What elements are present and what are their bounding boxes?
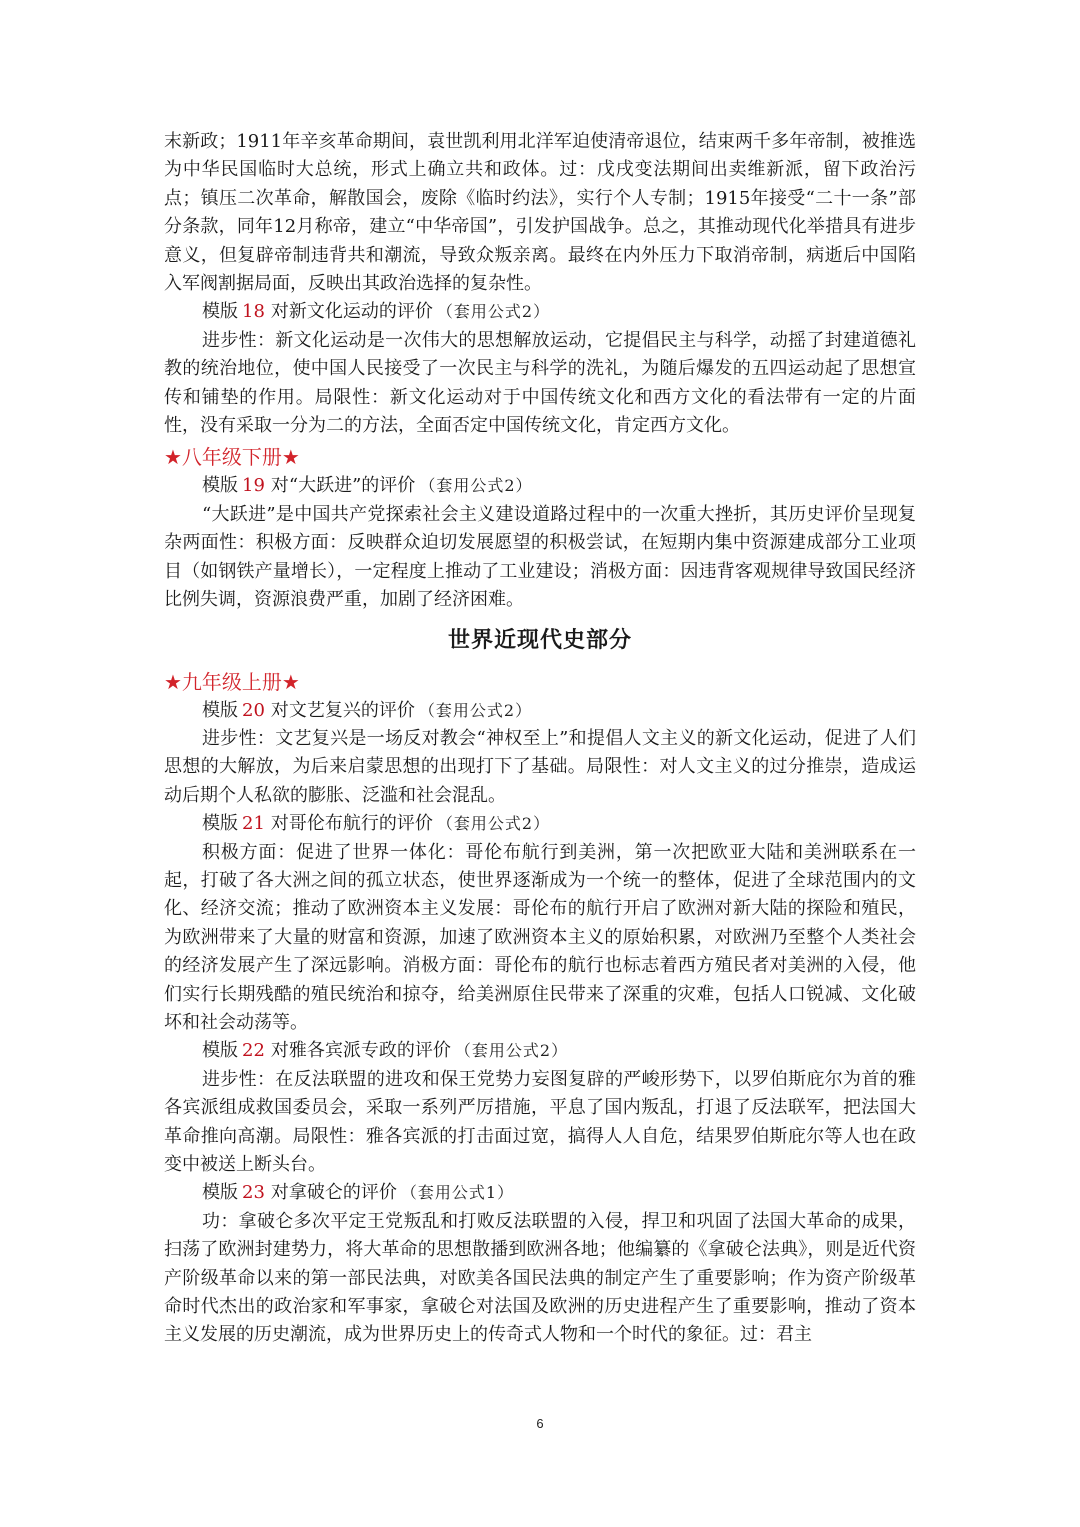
template-title: 对“大跃进”的评价 bbox=[270, 475, 416, 497]
template-formula: （套用公式2） bbox=[419, 476, 533, 496]
template-heading-20 bbox=[164, 697, 916, 725]
template-title: 对文艺复兴的评价 bbox=[270, 699, 415, 721]
template-body-18: 进步性：新文化运动是一次伟大的思想解放运动，它提倡民主与科学，动摇了封建道德礼教的统治地位，使中国人民接受了一次民主与科学的洗礼，为随后爆发的五四运动起了思想宣传和铺垫的作用。局限性：新文化运动对于中国传统文化和西方文化的看法带有一定的片面性，没有采取一分为二的方法，全面否定中国传统文化，肯定西方文化。 bbox=[164, 329, 916, 437]
template-formula: （套用公式2） bbox=[454, 1041, 569, 1061]
template-heading-18 bbox=[164, 298, 916, 326]
template-title: 对拿破仑的评价 bbox=[270, 1182, 397, 1204]
grade-heading-8b: ★八年级下册★ bbox=[164, 445, 300, 470]
grade-heading-9a: ★九年级上册★ bbox=[164, 669, 300, 694]
section-title: 世界近现代史部分 bbox=[447, 626, 632, 653]
template-number: 19 bbox=[242, 475, 265, 497]
template-prefix: 模版 bbox=[202, 1182, 238, 1204]
template-body-19: “大跃进”是中国共产党探索社会主义建设道路过程中的一次重大挫折，其历史评价呈现复杂两面性：积极方面：反映群众迫切发展愿望的积极尝试，在短期内集中资源建成部分工业项目（如钢铁产量增长），一定程度上推动了工业建设；消极方面：因违背客观规律导致国民经济比例失调，资源浪费严重，加剧了经济困难。 bbox=[164, 503, 916, 611]
template-heading-21 bbox=[164, 810, 916, 838]
template-prefix: 模版 bbox=[202, 1040, 238, 1062]
text-column bbox=[164, 128, 916, 1350]
template-formula: （套用公式2） bbox=[436, 814, 551, 834]
template-prefix: 模版 bbox=[202, 699, 238, 721]
template-number: 21 bbox=[242, 813, 265, 835]
template-body-21: 积极方面：促进了世界一体化：哥伦布航行到美洲，第一次把欧亚大陆和美洲联系在一起，打破了各大洲之间的孤立状态，使世界逐渐成为一个统一的整体，促进了全球范围内的文化、经济交流；推动了欧洲资本主义发展：哥伦布的航行开启了欧洲对新大陆的探险和殖民，为欧洲带来了大量的财富和资源，加速了欧洲资本主义的原始积累，对欧洲乃至整个人类社会的经济发展产生了深远影响。消极方面：哥伦布的航行也标志着西方殖民者对美洲的入侵，他们实行长期残酷的殖民统治和掠夺，给美洲原住民带来了深重的灾难，包括人口锐减、文化破坏和社会动荡等。 bbox=[164, 841, 916, 1033]
template-body-20: 进步性：文艺复兴是一场反对教会“神权至上”和提倡人文主义的新文化运动，促进了人们思想的大解放，为后来启蒙思想的出现打下了基础。局限性：对人文主义的过分推崇，造成运动后期个人私欲的膨胀、泛滥和社会混乱。 bbox=[164, 727, 916, 806]
template-title: 对哥伦布航行的评价 bbox=[270, 813, 433, 835]
template-heading-23 bbox=[164, 1179, 916, 1207]
template-number: 20 bbox=[242, 699, 265, 721]
template-title: 对雅各宾派专政的评价 bbox=[270, 1040, 451, 1062]
template-title: 对新文化运动的评价 bbox=[270, 301, 433, 323]
template-body-23: 功：拿破仑多次平定王党叛乱和打败反法联盟的入侵，捍卫和巩固了法国大革命的成果，扫荡了欧洲封建势力，将大革命的思想散播到欧洲各地；他编纂的《拿破仑法典》，则是近代资产阶级革命以来的第一部民法典，对欧美各国民法典的制定产生了重要影响；作为资产阶级革命时代杰出的政治家和军事家，拿破仑对法国及欧洲的历史进程产生了重要影响，推动了资本主义发展的历史潮流，成为世界历史上的传奇式人物和一个时代的象征。过：君主 bbox=[164, 1210, 916, 1346]
template-prefix: 模版 bbox=[202, 813, 238, 835]
template-number: 23 bbox=[242, 1182, 265, 1204]
template-prefix: 模版 bbox=[202, 301, 238, 323]
page-number: 6 bbox=[536, 1416, 544, 1431]
template-heading-22 bbox=[164, 1037, 916, 1065]
template-heading-19 bbox=[164, 472, 916, 500]
template-formula: （套用公式1） bbox=[400, 1183, 515, 1203]
template-number: 22 bbox=[242, 1040, 265, 1062]
template-prefix: 模版 bbox=[202, 475, 238, 497]
template-body-22: 进步性：在反法联盟的进攻和保王党势力妄图复辟的严峻形势下，以罗伯斯庇尔为首的雅各宾派组成救国委员会，采取一系列严厉措施，平息了国内叛乱，打退了反法联军，把法国大革命推向高潮。局限性：雅各宾派的打击面过宽，搞得人人自危，结果罗伯斯庇尔等人也在政变中被送上断头台。 bbox=[164, 1068, 916, 1175]
intro-paragraph: 末新政；1911年辛亥革命期间，袁世凯利用北洋军迫使清帝退位，结束两千多年帝制，被推选为中华民国临时大总统，形式上确立共和政体。过：戊戌变法期间出卖维新派，留下政治污点；镇压二次革命，解散国会，废除《临时约法》，实行个人专制；1915年接受“二十一条”部分条款，同年12月称帝，建立“中华帝国”，引发护国战争。总之，其推动现代化举措具有进步意义，但复辟帝制违背共和潮流，导致众叛亲离。最终在内外压力下取消帝制，病逝后中国陷入军阀割据局面，反映出其政治选择的复杂性。 bbox=[164, 131, 916, 295]
template-formula: （套用公式2） bbox=[436, 302, 551, 322]
template-formula: （套用公式2） bbox=[418, 700, 533, 720]
template-number: 18 bbox=[242, 301, 265, 323]
